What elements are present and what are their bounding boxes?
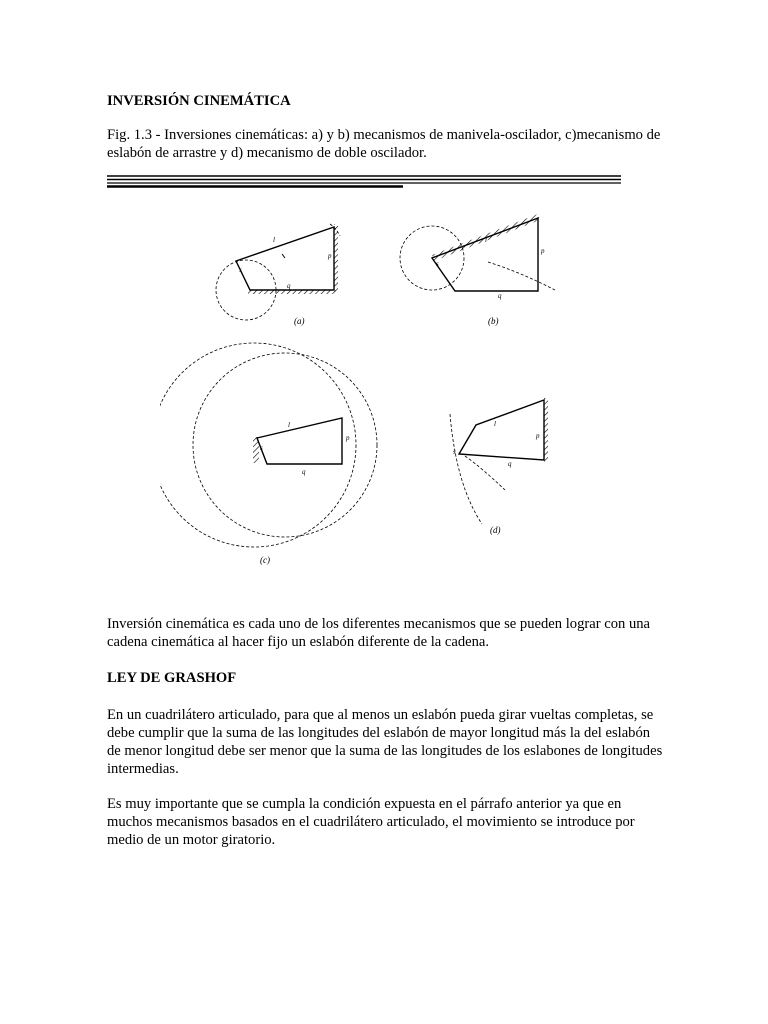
label-c-p: p	[346, 434, 350, 442]
label-b-p: p	[541, 247, 545, 255]
mechanism-b	[400, 214, 555, 326]
section-title-grashof: LEY DE GRASHOF	[107, 670, 237, 686]
mechanism-d	[450, 398, 548, 535]
mechanism-a	[216, 224, 340, 326]
label-d-s: s	[453, 448, 456, 456]
caption-a: (a)	[294, 316, 305, 326]
label-b-q: q	[498, 292, 502, 300]
label-c-s: s	[260, 444, 263, 452]
label-d-q: q	[508, 460, 512, 468]
figure-caption: Fig. 1.3 - Inversiones cinemáticas: a) y b) mecanismos de manivela-oscilador, c)mecanismo de eslabón de arrastre y d) mecanismo de doble oscilador.	[107, 127, 661, 161]
kinematic-inversions-figure	[160, 200, 600, 580]
paragraph-inversion-definition: Inversión cinemática es cada uno de los diferentes mecanismos que se pueden lograr con una cadena cinemática al hacer fijo un eslabón diferente de la cadena.	[107, 616, 651, 650]
label-a-l: l	[273, 236, 275, 244]
caption-c: (c)	[260, 555, 270, 565]
paragraph-grashof-rule: En un cuadrilátero articulado, para que al menos un eslabón pueda girar vueltas completas, se debe cumplir que la suma de las longitudes del eslabón de mayor longitud más la del eslabón de menor longitud debe ser menor que la suma de las longitudes de los eslabones de longitudes intermedias.	[107, 707, 663, 777]
label-b-s: s	[436, 260, 439, 268]
caption-b: (b)	[488, 316, 499, 326]
label-c-q: q	[302, 468, 306, 476]
label-a-q: q	[287, 282, 291, 290]
mechanism-c	[160, 343, 377, 565]
section-title-inversion: INVERSIÓN CINEMÁTICA	[107, 93, 291, 109]
label-c-l: l	[288, 421, 290, 429]
paragraph-grashof-importance: Es muy importante que se cumpla la condición expuesta en el párrafo anterior ya que en muchos mecanismos basados en el cuadrilátero articulado, el movimiento se introduce por medio de un motor giratorio.	[107, 796, 635, 848]
label-a-s: s	[239, 266, 242, 274]
label-d-l: l	[494, 420, 496, 428]
label-d-p: p	[536, 432, 540, 440]
label-b-l: l	[485, 236, 487, 244]
label-a-p: p	[328, 252, 332, 260]
horizontal-rule	[105, 174, 625, 192]
caption-d: (d)	[490, 525, 501, 535]
